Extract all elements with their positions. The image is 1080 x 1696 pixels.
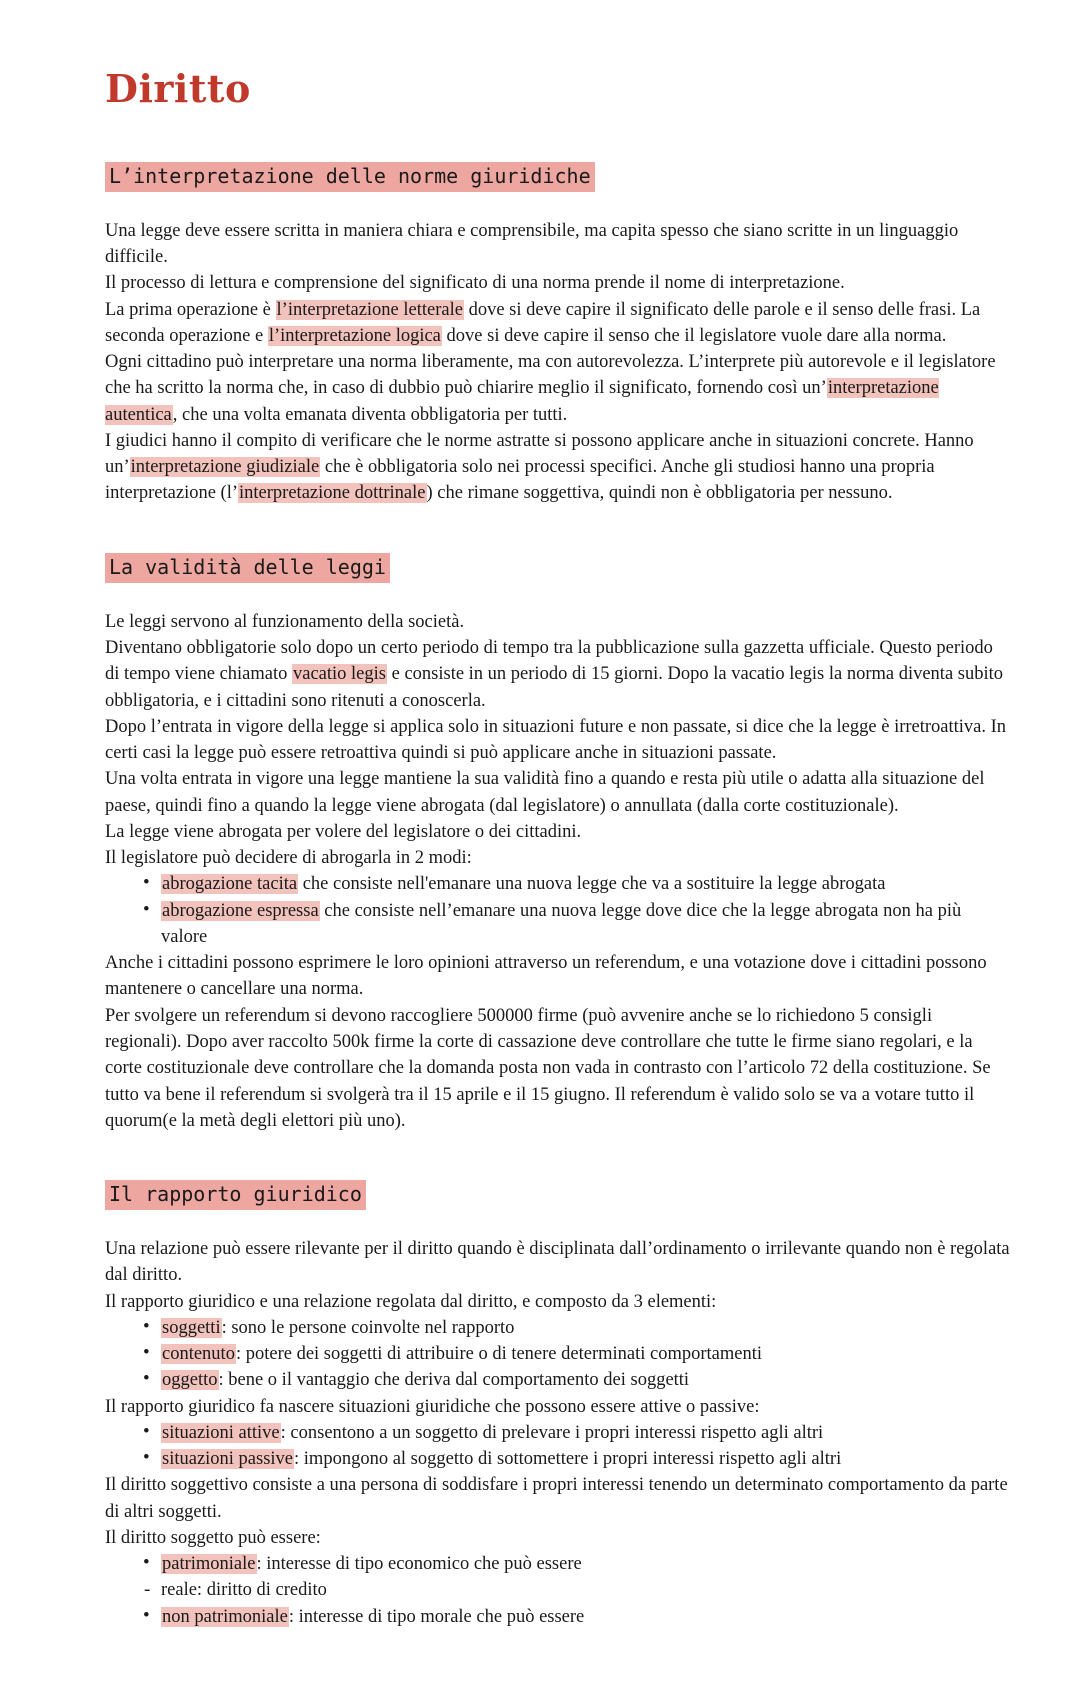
list-item-text: : impongono al soggetto di sottomettere i propri interessi rispetto agli altri <box>294 1449 842 1470</box>
section-validita-leggi <box>105 553 1010 1134</box>
list-item <box>143 1420 1010 1446</box>
highlight-term: interpretazione autentica <box>105 378 939 425</box>
page-title: Diritto <box>105 66 251 111</box>
list-item <box>143 1577 1010 1603</box>
list-diritto-soggetto <box>105 1551 1010 1630</box>
section-heading-interpretazione: L’interpretazione delle norme giuridiche <box>105 162 595 192</box>
list-item-text: : potere dei soggetti di attribuire o di tenere determinati comportamenti <box>235 1344 763 1365</box>
list-item-text: : sono le persone coinvolte nel rapporto <box>221 1317 515 1338</box>
paragraph: Dopo l’entrata in vigore della legge si applica solo in situazioni future e non passate, si dice che la legge è irretroattiva. In certi casi la legge può essere retroattiva quindi si può applicare anche in situazioni passate. <box>105 716 1007 764</box>
highlight-term: situazioni passive <box>162 1449 294 1470</box>
paragraph: Il processo di lettura e comprensione del significato di una norma prende il nome di interpretazione. <box>105 273 845 294</box>
list-item-text: : interesse di tipo morale che può essere <box>288 1606 585 1627</box>
highlight-term: l’interpretazione logica <box>268 325 441 346</box>
list-item-text: : interesse di tipo economico che può essere <box>256 1554 582 1575</box>
section-rapporto-giuridico <box>105 1180 1010 1630</box>
list-item <box>143 898 1010 951</box>
highlight-term: oggetto <box>162 1370 218 1391</box>
highlight-term: situazioni attive <box>162 1422 280 1443</box>
paragraph: Le leggi servono al funzionamento della società. <box>105 611 465 632</box>
list-item <box>143 1446 1010 1472</box>
paragraph: Anche i cittadini possono esprimere le loro opinioni attraverso un referendum, e una votazione dove i cittadini possono mantenere o cancellare una norma. <box>105 953 987 1000</box>
highlight-term: vacatio legis <box>293 664 386 685</box>
section-heading-rapporto: Il rapporto giuridico <box>105 1180 366 1210</box>
list-elementi <box>105 1315 1010 1394</box>
highlight-term: abrogazione tacita <box>162 874 298 895</box>
paragraph: Diventano obbligatorie solo dopo un certo periodo di tempo tra la pubblicazione sulla gazzetta ufficiale. Questo periodo di tempo viene chiamato vacatio legis e consiste in un periodo di 15 giorni. Dopo la vacatio legis la norma diventa subito obbligatoria, e i cittadini sono ritenuti a conoscerla. <box>105 637 1004 711</box>
section-heading-validita: La validità delle leggi <box>105 553 390 583</box>
paragraph: La prima operazione è l’interpretazione letterale dove si deve capire il significato delle parole e il senso delle frasi. La seconda operazione e l’interpretazione logica dove si deve capire il senso che il legislatore vuole dare alla norma. <box>105 299 981 346</box>
list-item-text: : consentono a un soggetto di prelevare i propri interessi rispetto agli altri <box>280 1422 824 1443</box>
list-item-text: reale: diritto di credito <box>161 1580 327 1601</box>
paragraph: Il rapporto giuridico fa nascere situazioni giuridiche che possono essere attive o passive: <box>105 1396 760 1417</box>
highlight-term: interpretazione giudiziale <box>130 457 320 478</box>
highlight-term: contenuto <box>162 1344 235 1365</box>
paragraph: Ogni cittadino può interpretare una norma liberamente, ma con autorevolezza. L’interprete più autorevole e il legislatore che ha scritto la norma che, in caso di dubbio può chiarire meglio il significato, fornendo così un’interpretazione autentica, che una volta emanata diventa obbligatoria per tutti. <box>105 352 996 425</box>
highlight-term: patrimoniale <box>162 1554 256 1575</box>
list-item <box>143 1551 1010 1577</box>
list-item-text: che consiste nell’emanare una nuova legge dove dice che la legge abrogata non ha più valore <box>161 900 962 947</box>
paragraph: La legge viene abrogata per volere del legislatore o dei cittadini. <box>105 821 582 842</box>
highlight-term: interpretazione dottrinale <box>239 483 426 504</box>
paragraph: Il rapporto giuridico e una relazione regolata dal diritto, e composto da 3 elementi: <box>105 1291 717 1312</box>
list-item <box>143 1367 1010 1393</box>
list-item <box>143 871 1010 897</box>
section-interpretazione <box>105 162 1010 507</box>
highlight-term: non patrimoniale <box>162 1606 288 1627</box>
list-item-text: che consiste nell'emanare una nuova legge che va a sostituire la legge abrogata <box>298 874 886 895</box>
paragraph: Una legge deve essere scritta in maniera chiara e comprensibile, ma capita spesso che siano scritte in un linguaggio difficile. <box>105 220 959 268</box>
list-item <box>143 1604 1010 1630</box>
paragraph: Per svolgere un referendum si devono raccogliere 500000 firme (può avvenire anche se lo richiedono 5 consigli regionali). Dopo aver raccolto 500k firme la corte di cassazione deve controllare che tutte le firme siano regolari, e la corte costituzionale deve controllare che la domanda posta non vada in contrasto con l’articolo 72 della costituzione. Se tutto va bene il referendum si svolgerà tra il 15 aprile e il 15 giugno. Il referendum è valido solo se va a votare tutto il quorum(e la metà degli elettori più uno). <box>105 1005 991 1131</box>
paragraph: Il diritto soggettivo consiste a una persona di soddisfare i propri interessi tenendo un determinato comportamento da parte di altri soggetti. <box>105 1475 1008 1522</box>
paragraph: Il diritto soggetto può essere: <box>105 1527 321 1548</box>
highlight-term: abrogazione espressa <box>162 900 319 921</box>
paragraph: Il legislatore può decidere di abrogarla in 2 modi: <box>105 848 472 869</box>
paragraph: Una volta entrata in vigore una legge mantiene la sua validità fino a quando e resta più utile o adatta alla situazione del paese, quindi fino a quando la legge viene abrogata (dal legislatore) o annullata (dalla corte costituzionale). <box>105 769 985 816</box>
list-item-text: : bene o il vantaggio che deriva dal comportamento dei soggetti <box>218 1370 690 1391</box>
list-situazioni <box>105 1420 1010 1473</box>
list-item <box>143 1341 1010 1367</box>
highlight-term: soggetti <box>162 1317 221 1338</box>
paragraph: I giudici hanno il compito di verificare che le norme astratte si possono applicare anche in situazioni concrete. Hanno un’interpretazione giudiziale che è obbligatoria solo nei processi specifici. Anche gli studiosi hanno una propria interpretazione (l’interpretazione dottrinale) che rimane soggettiva, quindi non è obbligatoria per nessuno. <box>105 430 974 504</box>
highlight-term: l’interpretazione letterale <box>276 299 463 320</box>
paragraph: Una relazione può essere rilevante per il diritto quando è disciplinata dall’ordinamento o irrilevante quando non è regolata dal diritto. <box>105 1239 1010 1286</box>
list-item <box>143 1315 1010 1341</box>
list-abrogazione <box>105 871 1010 950</box>
